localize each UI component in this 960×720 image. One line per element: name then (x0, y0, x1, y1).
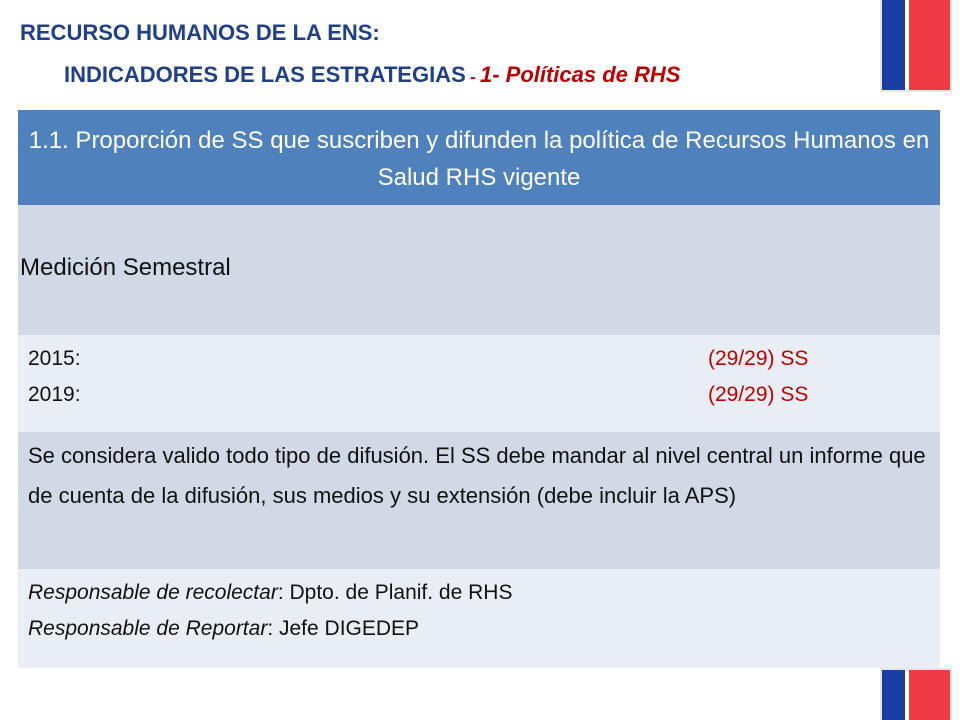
year-label: 2015: (28, 347, 81, 370)
responsibles-section (18, 569, 940, 668)
responsible-role: Responsable de Reportar (28, 617, 268, 640)
subtitle-policy: 1- Políticas de RHS (479, 62, 681, 87)
flag-decoration-bottom (880, 668, 952, 720)
indicator-note: Se considera valido todo tipo de difusión. El SS debe mandar al nivel central un informe que de cuenta de la difusión, sus medios y su extensión (debe incluir la APS) (18, 432, 940, 569)
subtitle-separator: - (465, 69, 480, 86)
responsible-report (28, 611, 930, 647)
indicator-title: 1.1. Proporción de SS que suscriben y difunden la política de Recursos Humanos en Salud RHS vigente (18, 110, 940, 205)
year-label: 2019: (28, 383, 81, 406)
responsible-name: Dpto. de Planif. de RHS (289, 581, 513, 604)
measurement-frequency: Medición Semestral (18, 205, 940, 335)
responsible-separator: : (267, 617, 279, 640)
year-value: (29/29) SS (708, 383, 809, 406)
slide-title: RECURSO HUMANOS DE LA ENS: (20, 20, 380, 45)
responsible-role: Responsable de recolectar (28, 581, 278, 604)
slide-subtitle (64, 62, 680, 88)
responsible-collect (28, 575, 930, 611)
year-value: (29/29) SS (708, 347, 809, 370)
yearly-results (18, 335, 940, 432)
subtitle-main: INDICADORES DE LAS ESTRATEGIAS (64, 62, 466, 87)
indicator-table (18, 110, 940, 668)
responsible-separator: : (277, 581, 290, 604)
responsible-name: Jefe DIGEDEP (279, 617, 420, 640)
flag-decoration-top (880, 0, 952, 92)
